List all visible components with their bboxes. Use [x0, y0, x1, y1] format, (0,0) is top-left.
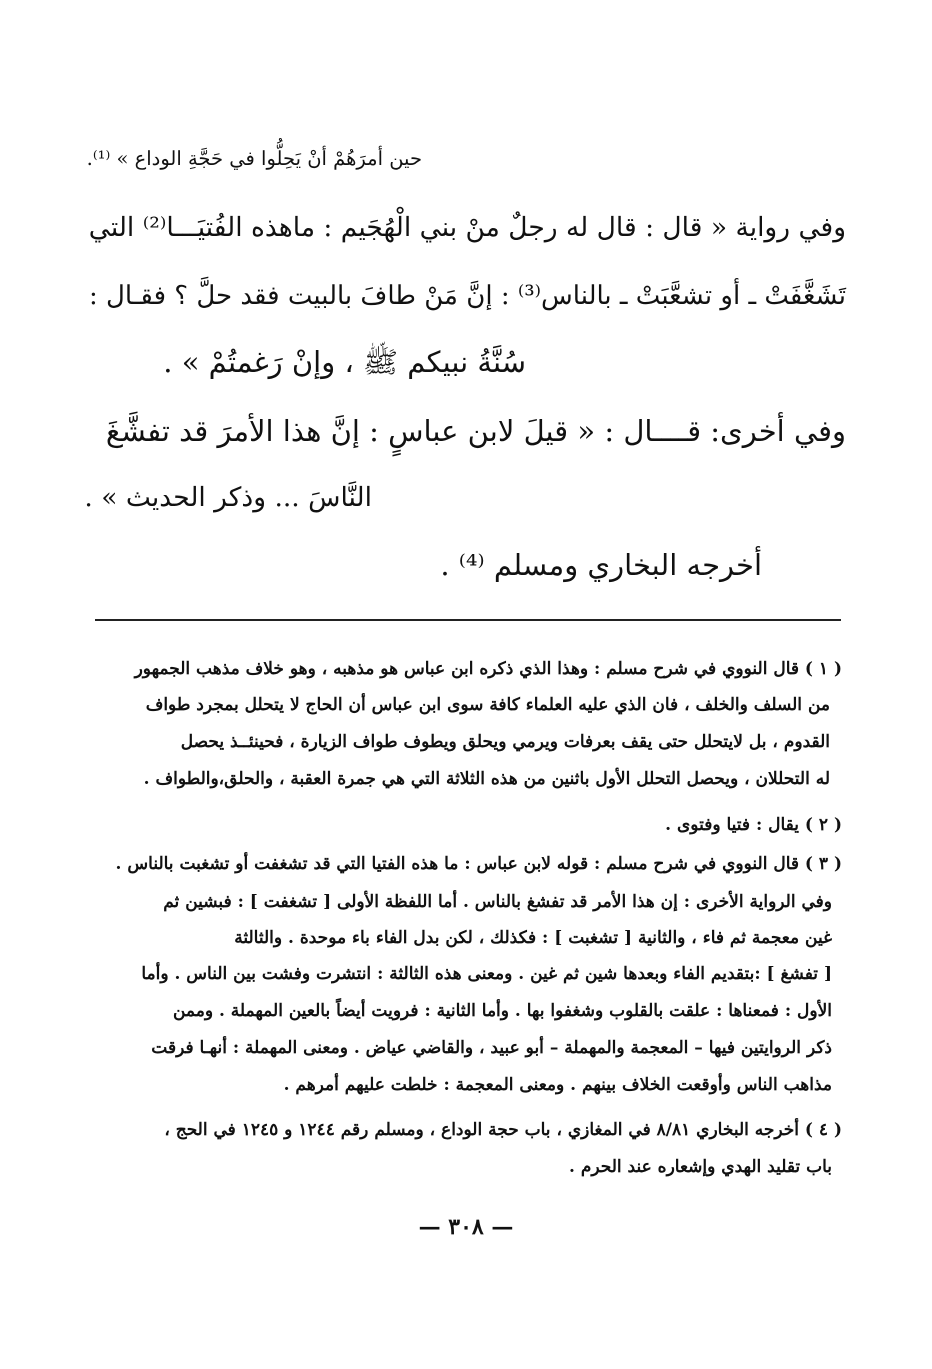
main-text-line: سُنَّةُ نبيكم ﷺ ، وإنْ رَغمتُمْ » . — [163, 345, 526, 379]
footnote-line: وفي الرواية الأخرى : إن هذا الأمر قد تفشغ بالناس . أما اللفظة الأولى [ تشغفت ] : فبشين ثم — [163, 892, 832, 912]
footnote-line: ( ٤ ) أخرجه البخاري ٨/٨١ في المغازي ، باب حجة الوداع ، ومسلم رقم ١٢٤٤ و ١٢٤٥ في الحج ، — [164, 1120, 842, 1140]
main-text-line: أخرجه البخاري ومسلم ⁽⁴⁾ . — [440, 548, 762, 582]
page-number: — ٣٠٨ — — [418, 1214, 514, 1240]
footnote-line: له التحللان ، ويحصل التحلل الأول باثنين من هذه الثلاثة التي هي جمرة العقبة ، والحلق،والطواف . — [143, 769, 830, 789]
footnote-line: من السلف والخلف ، فان الذي عليه العلماء كافة سوى ابن عباس أن الحاج لا يتحلل بمجرد طواف — [145, 695, 830, 715]
footnote-line: الأول : فمعناها : علقت بالقلوب وشغفوا بها . وأما الثانية : فرويت أيضاً بالعين المهملة . وممن — [172, 1001, 832, 1021]
main-text-line: وفي أخرى: قــــال : « قيلَ لابن عباسٍ : إنَّ هذا الأمرَ قد تفشَّغَ — [105, 414, 846, 448]
footnote-line: مذاهب الناس وأوقعت الخلاف بينهم . ومعنى المعجمة : خلطت عليهم أمرهم . — [283, 1075, 832, 1095]
footnote-line: غين معجمة ثم فاء ، والثانية [ تشغبت ] : فكذلك ، لكن بدل الفاء باء موحدة . والثالثة — [234, 928, 832, 948]
main-text-line: النَّاسَ ... وذكر الحديث » . — [84, 482, 372, 513]
footnote-line: القدوم ، بل لايتحلل حتى يقف بعرفات ويرمي ويحلق ويطوف طواف الزيارة ، فحينئــذ يحصل — [180, 732, 830, 752]
footnote-line: ( ١ ) قال النووي في شرح مسلم : وهذا الذي ذكره ابن عباس هو مذهبه ، وهو خلاف مذهب الجمهور — [134, 659, 842, 679]
footnote-line: [ تفشغ ] :بتقديم الفاء وبعدها شين ثم غين . ومعنى هذه الثالثة : انتشرت وفشت بين الناس . وأما — [141, 964, 832, 984]
main-text-line: وفي رواية « قال : قال له رجلٌ منْ بني الْهُجَيم : ماهذه الفُتيَـــا⁽²⁾ التي — [88, 212, 846, 243]
footnote-line: ( ٣ ) قال النووي في شرح مسلم : قوله لابن عباس : ما هذه الفتيا التي قد تشغفت أو تشغبت بالناس . — [115, 854, 842, 874]
footnote-separator — [95, 619, 841, 621]
footnote-line: ( ٢ ) يقال : فتيا وفتوى . — [665, 815, 842, 835]
footnote-line: ذكر الروايتين فيها – المعجمة والمهملة – أبو عبيد ، والقاضي عياض . ومعنى المهملة : أنهـا فرقت — [151, 1038, 832, 1058]
footnote-line: باب تقليد الهدي وإشعاره عند الحرم . — [569, 1157, 832, 1177]
main-text-line: حين أمرَهُمْ أنْ يَحِلُّوا في حَجَّةِ الوداع » ⁽¹⁾. — [86, 147, 422, 170]
main-text-line: تَشَغَّفَتْ ـ أو تشعَّبَتْ ـ بالناس⁽³⁾ : إنَّ مَنْ طافَ بالبيت فقد حلَّ ؟ فقـال : — [88, 281, 846, 311]
